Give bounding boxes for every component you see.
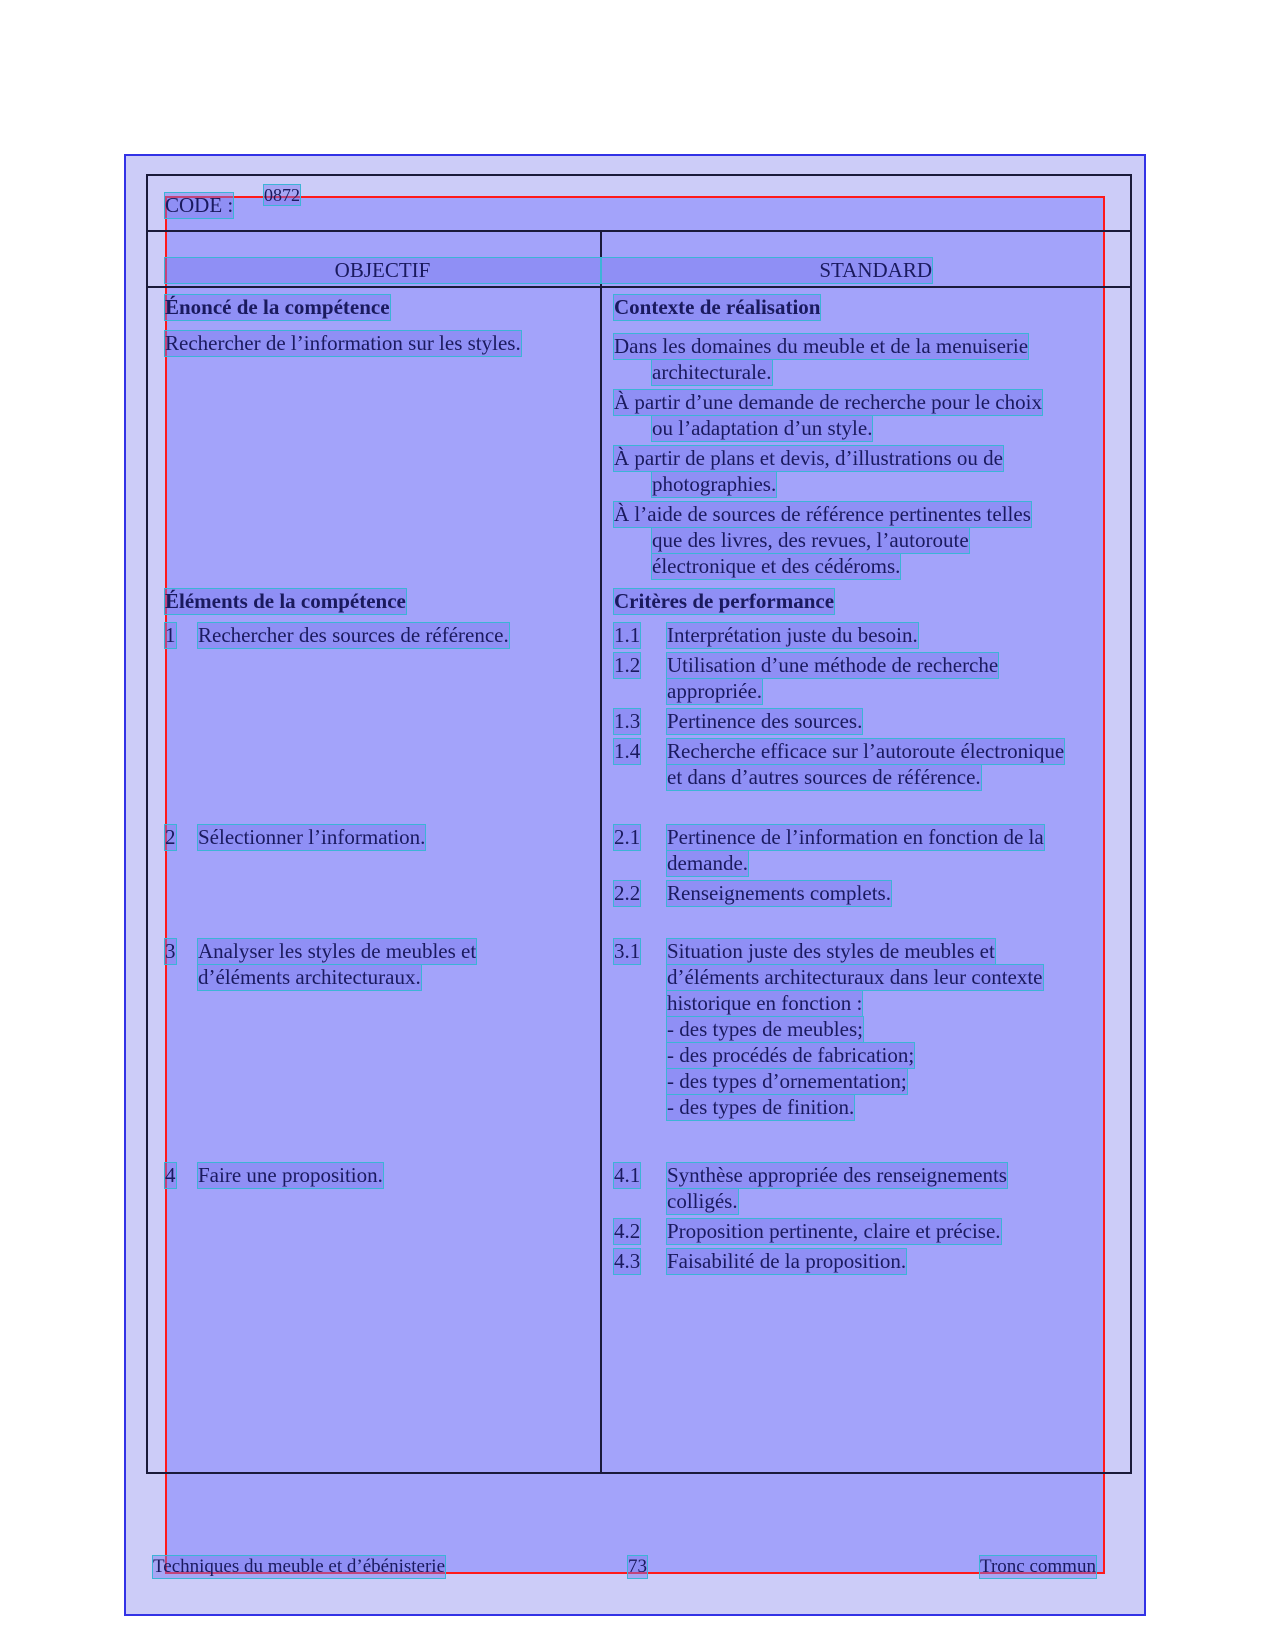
criterion-number: 2.1 [614, 825, 641, 849]
footer-right: Tronc commun [980, 1556, 1096, 1577]
criterion-text: Situation juste des styles de meubles et [667, 939, 995, 963]
context-item: Dans les domaines du meuble et de la menuiserie [614, 334, 1029, 358]
criterion-text: appropriée. [667, 679, 763, 703]
criterion-number: 4.3 [614, 1249, 641, 1273]
context-item-continuation: photographies. [652, 472, 777, 496]
objective-header-text: OBJECTIF [334, 258, 431, 282]
context-item: À partir de plans et devis, d’illustrations ou de [614, 446, 1004, 470]
element-text: Analyser les styles de meubles et [198, 939, 477, 963]
criterion-number: 2.2 [614, 881, 641, 905]
criterion-number: 4.1 [614, 1163, 641, 1187]
criterion-number: 1.2 [614, 653, 641, 677]
criterion-text: - des types de meubles; [667, 1017, 863, 1041]
criterion-text: Interprétation juste du besoin. [667, 623, 918, 647]
criterion-text: Synthèse appropriée des renseignements [667, 1163, 1007, 1187]
criterion-text: Pertinence des sources. [667, 709, 863, 733]
criterion-number: 3.1 [614, 939, 641, 963]
context-item: À l’aide de sources de référence pertinentes telles [614, 502, 1031, 526]
criterion-text: d’éléments architecturaux dans leur contexte [667, 965, 1043, 989]
criterion-text: historique en fonction : [667, 991, 863, 1015]
criterion-text: et dans d’autres sources de référence. [667, 765, 981, 789]
criterion-number: 1.4 [614, 739, 641, 763]
element-number: 3 [165, 939, 176, 963]
context-item-continuation: ou l’adaptation d’un style. [652, 416, 873, 440]
code-label: CODE : [165, 193, 234, 217]
criterion-text: - des types de finition. [667, 1095, 855, 1119]
element-number: 1 [165, 623, 176, 647]
criterion-text: Recherche efficace sur l’autoroute électronique [667, 739, 1065, 763]
context-item-continuation: électronique et des cédéroms. [652, 554, 901, 578]
criterion-text: Renseignements complets. [667, 881, 891, 905]
criterion-number: 4.2 [614, 1219, 641, 1243]
table-divider-columns [146, 286, 1132, 288]
element-text: d’éléments architecturaux. [198, 965, 421, 989]
context-item-continuation: que des livres, des revues, l’autoroute [652, 528, 969, 552]
criteria-heading: Critères de performance [614, 589, 835, 613]
competence-heading: Énoncé de la compétence [165, 295, 390, 319]
criterion-text: Utilisation d’une méthode de recherche [667, 653, 999, 677]
element-text: Faire une proposition. [198, 1163, 383, 1187]
criterion-text: colligés. [667, 1189, 738, 1213]
footer-left: Techniques du meuble et d’ébénisterie [153, 1556, 446, 1577]
objective-header [165, 258, 600, 283]
criterion-text: Pertinence de l’information en fonction de la [667, 825, 1044, 849]
table-divider-header [146, 230, 1132, 232]
table-frame [146, 174, 1132, 1474]
standard-header-text: STANDARD [819, 258, 932, 282]
element-text: Rechercher des sources de référence. [198, 623, 509, 647]
footer-page-number: 73 [628, 1556, 647, 1577]
criterion-text: - des procédés de fabrication; [667, 1043, 915, 1067]
element-number: 2 [165, 825, 176, 849]
element-text: Sélectionner l’information. [198, 825, 426, 849]
context-item-continuation: architecturale. [652, 360, 772, 384]
criterion-text: - des types d’ornementation; [667, 1069, 907, 1093]
criterion-text: Proposition pertinente, claire et précise. [667, 1219, 1001, 1243]
criterion-text: demande. [667, 851, 749, 875]
element-number: 4 [165, 1163, 176, 1187]
competence-statement: Rechercher de l’information sur les styles. [165, 331, 521, 355]
code-value: 0872 [264, 185, 300, 205]
criterion-number: 1.3 [614, 709, 641, 733]
table-column-divider [600, 230, 602, 1474]
standard-header [602, 258, 932, 283]
context-item: À partir d’une demande de recherche pour le choix [614, 390, 1042, 414]
criterion-text: Faisabilité de la proposition. [667, 1249, 907, 1273]
criterion-number: 1.1 [614, 623, 641, 647]
elements-heading: Éléments de la compétence [165, 589, 406, 613]
context-heading: Contexte de réalisation [614, 295, 821, 319]
